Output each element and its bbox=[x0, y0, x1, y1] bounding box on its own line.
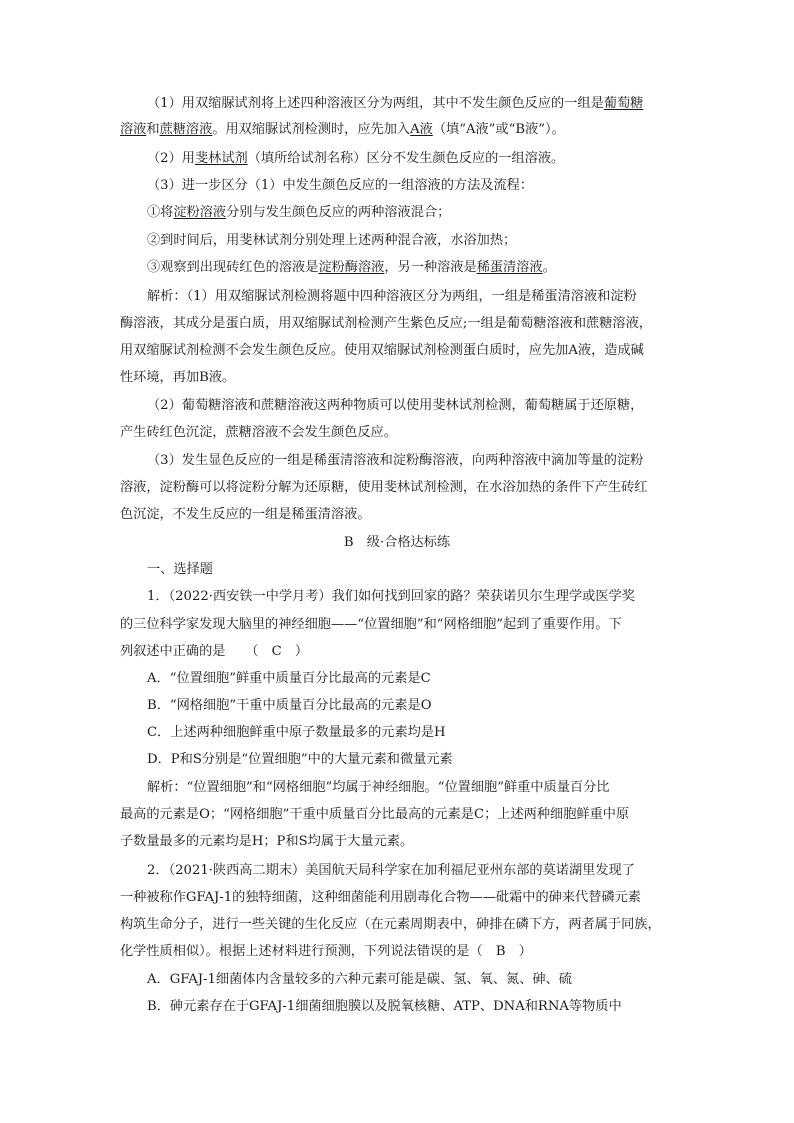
question-stem-line: 一种被称作GFAJ-1的独特细菌，这种细菌能利用剧毒化合物——砒霜中的砷来代替磷元素 bbox=[120, 890, 641, 905]
answer-blank: 斐林试剂 bbox=[194, 151, 248, 166]
answer-blank: 溶液 bbox=[120, 122, 147, 137]
question-stem-line: 列叙述中正确的是 （ C ） bbox=[120, 644, 309, 659]
analysis-line: 性环境，再加B液。 bbox=[120, 370, 236, 385]
step-text: ③观察到出现砖红色的溶液是 bbox=[147, 260, 319, 275]
analysis-line: 子数量最多的元素均是H；P和S均属于大量元素。 bbox=[120, 834, 414, 849]
q2-text: （填所给试剂名称）区分不发生颜色反应的一组溶液。 bbox=[247, 151, 565, 166]
step-1 bbox=[147, 204, 450, 222]
q2-text: （2）用 bbox=[147, 151, 195, 166]
subsection-title: 一、选择题 bbox=[147, 562, 213, 577]
q1-text: 和 bbox=[146, 122, 160, 137]
answer-blank: 淀粉酶溶液 bbox=[318, 260, 385, 275]
section-title: B 级·合格达标练 bbox=[343, 535, 451, 550]
question-stem-line: 化学性质相似）。根据上述材料进行预测，下列说法错误的是（ B ） bbox=[120, 944, 532, 959]
step-text: ，另一种溶液是 bbox=[384, 260, 477, 275]
analysis-line: （2）葡萄糖溶液和蔗糖溶液这两种物质可以使用斐林试剂检测，葡萄糖属于还原糖， bbox=[147, 398, 644, 413]
step-text: 。 bbox=[542, 260, 556, 275]
question-stem-line: 2．（2021·陕西高二期末）美国航天局科学家在加利福尼亚州东部的莫诺湖里发现了 bbox=[147, 863, 635, 878]
answer-blank: 稀蛋清溶液 bbox=[476, 260, 543, 275]
question-stem-line: 1．（2022·西安铁一中学月考）我们如何找到回家的路？荣获诺贝尔生理学或医学奖 bbox=[147, 589, 635, 604]
answer-blank: 淀粉溶液 bbox=[173, 205, 227, 220]
step-3 bbox=[147, 259, 556, 277]
option-c: C．上述两种细胞鲜重中原子数量最多的元素均是H bbox=[147, 725, 446, 740]
q1-line-1 bbox=[147, 95, 643, 113]
answer-blank: 葡萄糖 bbox=[603, 96, 644, 111]
answer-blank: A液 bbox=[410, 122, 433, 137]
analysis-line: 产生砖红色沉淀，蔗糖溶液不会发生颜色反应。 bbox=[120, 425, 397, 440]
q1-line-2 bbox=[120, 121, 565, 139]
q2-line bbox=[147, 150, 564, 168]
step-2: ②到时间后，用斐林试剂分别处理上述两种混合液，水浴加热； bbox=[147, 233, 517, 248]
analysis-line: 用双缩脲试剂检测不会发生颜色反应。使用双缩脲试剂检测蛋白质时，应先加A液，造成碱 bbox=[120, 343, 644, 358]
analysis-line: 溶液，淀粉酶可以将淀粉分解为还原糖，使用斐林试剂检测，在水浴加热的条件下产生砖红 bbox=[120, 480, 648, 495]
analysis-line: 色沉淀，不发生反应的一组是稀蛋清溶液。 bbox=[120, 507, 371, 522]
answer-blank: 蔗糖溶液 bbox=[159, 122, 213, 137]
q1-text: （填“A液”或“B液”）。 bbox=[432, 122, 565, 137]
analysis-line: 酶溶液，其成分是蛋白质，用双缩脲试剂检测产生紫色反应;一组是葡萄糖溶液和蔗糖溶液， bbox=[120, 316, 652, 331]
option-a: A．“位置细胞”鲜重中质量百分比最高的元素是C bbox=[147, 671, 431, 686]
question-stem-line: 构筑生命分子，进行一些关键的生化反应（在元素周期表中，砷排在磷下方，两者属于同族， bbox=[120, 917, 661, 932]
q1-text: 。用双缩脲试剂检测时，应先加入 bbox=[212, 122, 411, 137]
analysis-line: 解析：“位置细胞”和“网格细胞”均属于神经细胞。“位置细胞”鲜重中质量百分比 bbox=[147, 780, 610, 795]
question-stem-line: 的三位科学家发现大脑里的神经细胞——“位置细胞”和“网格细胞”起到了重要作用。下 bbox=[120, 617, 622, 632]
q1-text: （1）用双缩脲试剂将上述四种溶液区分为两组，其中不发生颜色反应的一组是 bbox=[147, 96, 604, 111]
step-text: ①将 bbox=[147, 205, 174, 220]
analysis-line: 解析：（1）用双缩脲试剂检测将题中四种溶液区分为两组，一组是稀蛋清溶液和淀粉 bbox=[147, 289, 637, 304]
analysis-line: （3）发生显色反应的一组是稀蛋清溶液和淀粉酶溶液，向两种溶液中滴加等量的淀粉 bbox=[147, 453, 644, 468]
q3-intro: （3）进一步区分（1）中发生颜色反应的一组溶液的方法及流程： bbox=[147, 178, 534, 193]
option-b: B．砷元素存在于GFAJ-1细菌细胞膜以及脱氧核糖、ATP、DNA和RNA等物质中 bbox=[147, 999, 622, 1014]
option-d: D．P和S分别是“位置细胞”中的大量元素和微量元素 bbox=[147, 752, 453, 767]
analysis-line: 最高的元素是O；“网格细胞”干重中质量百分比最高的元素是C；上述两种细胞鲜重中原 bbox=[120, 807, 630, 822]
option-a: A．GFAJ-1细菌体内含量较多的六种元素可能是碳、氢、氧、氮、砷、硫 bbox=[147, 972, 572, 987]
step-text: 分别与发生颜色反应的两种溶液混合； bbox=[226, 205, 451, 220]
option-b: B．“网格细胞”干重中质量百分比最高的元素是O bbox=[147, 698, 432, 713]
